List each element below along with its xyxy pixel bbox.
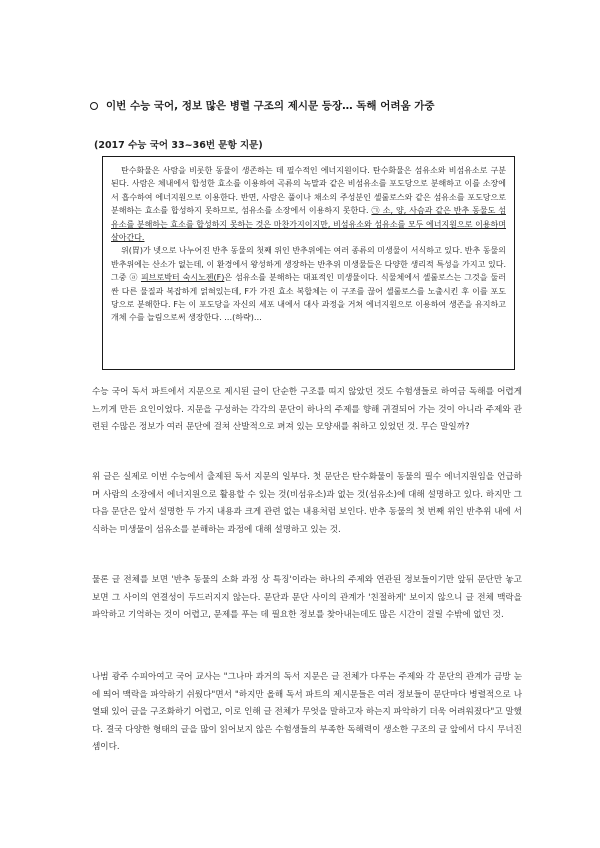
- body-paragraph-4: 나범 광주 수피아여고 국어 교사는 "그나마 과거의 독서 지문은 글 전체가 다루는 주제와 각 문단의 관계가 금방 눈에 띄어 맥락을 파악하기 쉬웠다"면서 "하지만 올해 독서 파트의 제시문들은 여러 정보들이 문단마다 병렬적으로 나열돼 있어 글을 구조화하기 어렵고, 이로 인해 글 전체가 무엇을 말하고자 하는지 파악하기 더욱 어려워졌다"고 말했다. 결국 다양한 형태의 글을 많이 읽어보지 않은 수험생들의 부족한 독해력이 생소한 구조의 글 앞에서 다시 무너진 셈이다.: [92, 672, 522, 753]
- article-headline: [90, 98, 530, 113]
- body-paragraph-1: 수능 국어 독서 파트에서 지문으로 제시된 글이 단순한 구조를 띠지 않았던 것도 수험생들로 하여금 독해를 어렵게 느끼게 만든 요인이었다. 지문을 구성하는 각각의 문단이 하나의 주제를 향해 귀결되어 가는 것이 아니라 주제와 관련된 수많은 정보가 여러 문단에 걸쳐 산발적으로 펴져 있는 모양새를 취하고 있었던 것. 무슨 말일까?: [92, 387, 522, 433]
- excerpt-p2-rest: 은 섬유소를 분해하는 대표적인 미생물이다. 식물체에서 셀룰로스는 그것을 둘러싼 다른 물질과 복잡하게 얽혀있는데, F가 가진 효소 복합체는 이 구조를 끊어 셀룰로스를 노출시킨 후 이를 포도당으로 분해한다. F는 이 포도당을 자신의 세포 내에서 대사 과정을 거쳐 에너지원으로 이용하여 생존을 유지하고 개체 수를 늘림으로써 생장한다. …(하략)…: [111, 273, 506, 323]
- excerpt-paragraph-1: [111, 164, 506, 244]
- excerpt-p1-underlined: ㉠ 소, 양, 사슴과 같은 반추 동물도 섬유소를 분해하는 효소를 합성하지 못하는 것은 마찬가지이지만, 비섬유소와 섬유소를 모두 에너지원으로 이용하며 살아간다.: [111, 206, 506, 243]
- body-paragraph-2: 위 글은 실제로 이번 수능에서 출제된 독서 지문의 일부다. 첫 문단은 탄수화물이 동물의 필수 에너지원임을 언급하며 사람의 소장에서 에너지원으로 활용할 수 있는 것(비섬유소)과 없는 것(섬유소)에 대해 설명하고 있다. 하지만 그 다음 문단은 앞서 설명한 두 가지 내용과 크게 관련 없는 내용처럼 보인다. 반추 동물의 첫 번째 위인 반추위 내에 서식하는 미생물이 섬유소를 분해하는 과정에 대해 설명하고 있는 것.: [92, 472, 522, 535]
- excerpt-p2-start: 위(胃)가 넷으로 나누어진 반추 동물의 첫째 위인 반추위에는 여러 종류의 미생물이 서식하고 있다. 반추 동물의 반추위에는 산소가 없는데, 이 환경에서 왕성하게 생장하는 반추위 미생물들은 다양한 생리적 특성을 가지고 있다. 그중 ⓐ: [111, 246, 506, 283]
- excerpt-box: [102, 156, 515, 370]
- excerpt-source-label: (2017 수능 국어 33~36번 문항 지문): [94, 140, 263, 151]
- circle-bullet-icon: [90, 102, 98, 110]
- headline-text: 이번 수능 국어, 정보 많은 병렬 구조의 제시문 등장… 독해 어려움 가중: [106, 100, 435, 112]
- excerpt-p2-underlined: 피브로박터 숙시노젠(F): [140, 273, 225, 283]
- excerpt-paragraph-2: [111, 244, 506, 324]
- excerpt-p1-text: 탄수화물은 사람을 비롯한 동물이 생존하는 데 필수적인 에너지원이다. 탄수화물은 섬유소와 비섬유소로 구분된다. 사람은 체내에서 합성한 효소를 이용하여 곡류의 녹말과 같은 비섬유소를 포도당으로 분해하고 이를 소장에서 흡수하여 에너지원으로 이용한다. 반면, 사람은 풀이나 채소의 주성분인 셀룰로스와 같은 섬유소를 포도당으로 분해하는 효소를 합성하지 못하므로, 섬유소를 소장에서 이용하지 못한다.: [111, 166, 506, 216]
- body-paragraph-3: 물론 글 전체를 보면 '반추 동물의 소화 과정 상 특징'이라는 하나의 주제와 연관된 정보들이기만 앞뒤 문단만 놓고 보면 그 사이의 연결성이 두드러지지 않는다. 문단과 문단 사이의 관계가 '친절하게' 보이지 않으니 글 전체 맥락을 파악하고 기억하는 것이 어렵고, 문제를 푸는 데 필요한 정보를 찾아내는데도 많은 시간이 걸릴 수밖에 없던 것.: [92, 575, 522, 621]
